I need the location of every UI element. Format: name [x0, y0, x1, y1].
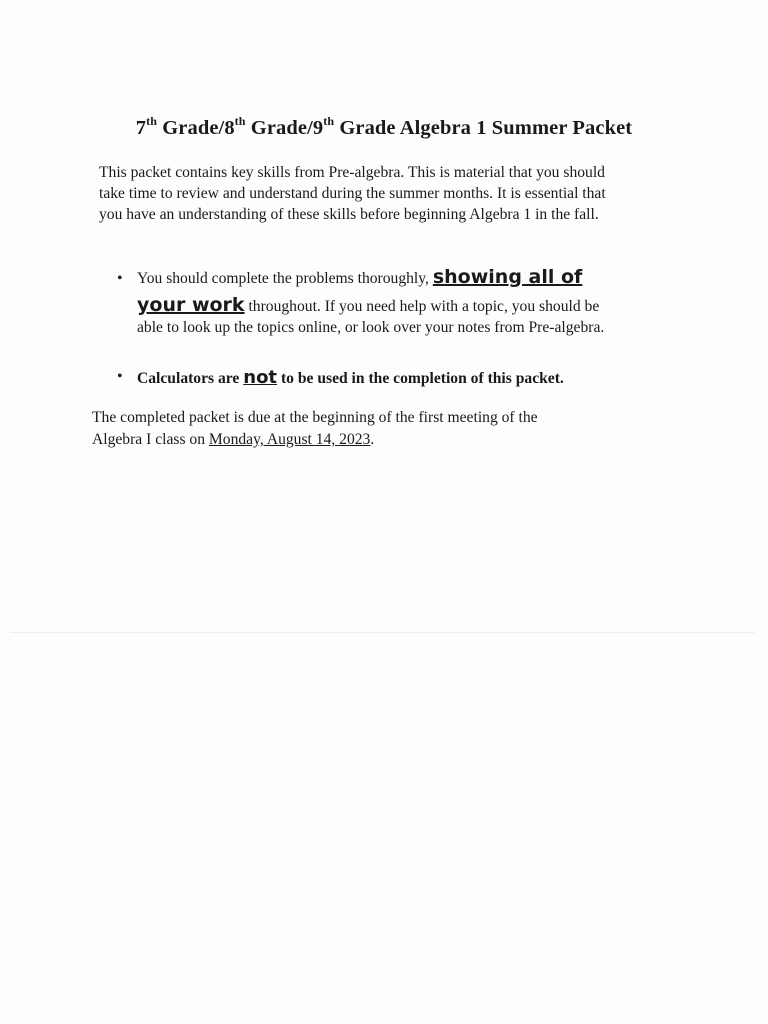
bullet-icon: •: [117, 368, 123, 385]
intro-line: you have an understanding of these skills before beginning Algebra 1 in the fall.: [99, 206, 599, 223]
instruction-text: [137, 367, 697, 390]
due-text-segment: .: [370, 431, 375, 448]
title-superscript: th: [146, 114, 157, 129]
emphasis-not: not: [243, 367, 278, 388]
instruction-text-segment: throughout. If you need help with a topic, you should be: [244, 298, 600, 315]
due-line: [92, 429, 622, 451]
intro-line: take time to review and understand during the summer months. It is essential that: [99, 185, 606, 202]
due-text-segment: Algebra I class on: [92, 431, 209, 448]
title-grade-8: Grade/8: [157, 117, 235, 139]
due-line: The completed packet is due at the beginning of the first meeting of the: [92, 409, 538, 426]
scan-fold-line: [10, 632, 755, 633]
instruction-text-segment: You should complete the problems thoroughly,: [137, 270, 433, 287]
page-title: [0, 114, 768, 140]
due-date-paragraph: [92, 407, 622, 451]
intro-paragraph: [99, 162, 684, 225]
instruction-text: [137, 264, 667, 338]
title-superscript: th: [234, 114, 246, 129]
title-grade-9: Grade/9: [245, 117, 324, 139]
instruction-text-segment: able to look up the topics online, or look over your notes from Pre-algebra.: [137, 319, 605, 336]
emphasis-your-work: your work: [137, 294, 245, 316]
title-superscript: th: [323, 114, 335, 129]
emphasis-showing-all-of: showing all of: [432, 266, 583, 288]
intro-line: This packet contains key skills from Pre-algebra. This is material that you should: [99, 164, 605, 181]
instruction-text-segment: to be used in the completion of this packet.: [277, 370, 564, 387]
title-grade-7: 7: [135, 117, 147, 139]
due-date: Monday, August 14, 2023: [208, 431, 371, 448]
title-packet-name: Grade Algebra 1 Summer Packet: [334, 117, 633, 139]
instruction-text-segment: Calculators are: [137, 370, 244, 387]
bullet-icon: •: [117, 270, 123, 287]
